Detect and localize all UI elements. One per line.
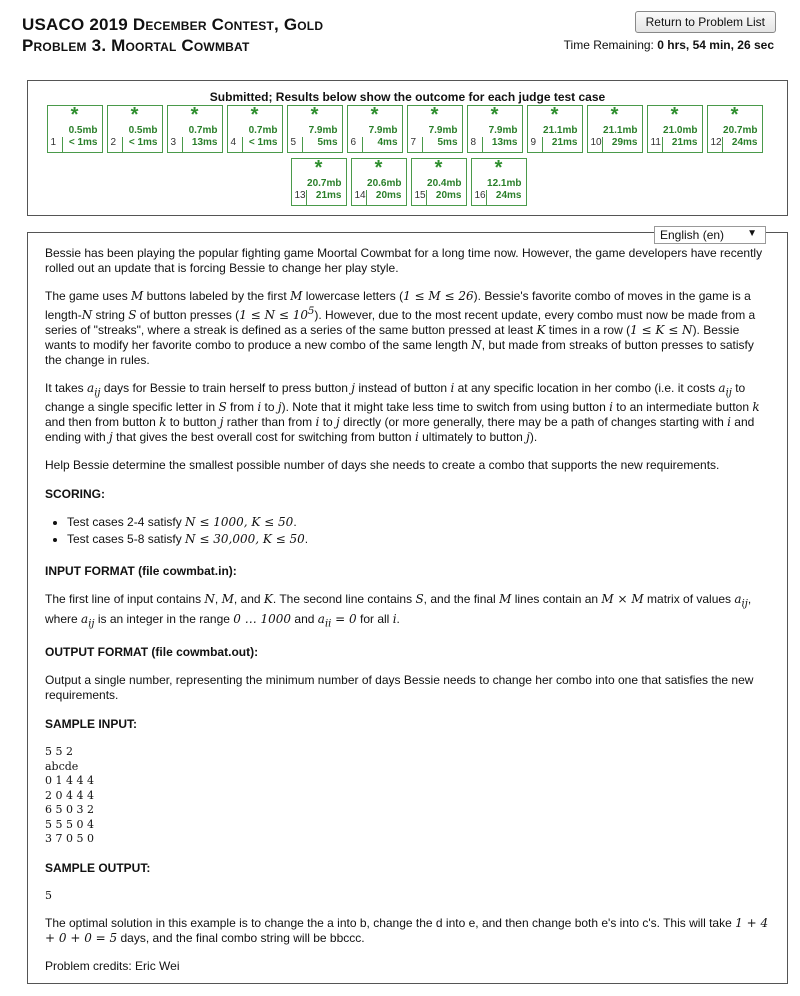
test-case-time: 24ms: [495, 190, 522, 201]
test-case-memory: 7.9mb: [308, 125, 338, 136]
test-case-divider: [602, 137, 603, 152]
test-case-time: 13ms: [491, 137, 518, 148]
test-case-divider: [422, 137, 423, 152]
test-case-divider: [242, 137, 243, 152]
language-select[interactable]: [654, 226, 766, 244]
dropdown-arrow-icon: ▼: [747, 228, 757, 239]
test-case-memory: 21.1mb: [603, 125, 638, 136]
language-selected-value: English (en): [660, 228, 725, 242]
test-case-number: 6: [350, 137, 357, 148]
test-case-number: 7: [410, 137, 417, 148]
sample-input-heading: SAMPLE INPUT:: [45, 717, 138, 732]
pass-star-icon: *: [550, 104, 559, 126]
test-case-memory: 0.7mb: [248, 125, 278, 136]
test-case-memory: 7.9mb: [368, 125, 398, 136]
test-case-row: [29, 158, 788, 206]
test-case-number: 9: [530, 137, 537, 148]
test-case-number: 8: [470, 137, 477, 148]
test-case-divider: [426, 190, 427, 205]
sample-input-block: 5 5 2 abcde 0 1 4 4 4 2 0 4 4 4 6 5 0 3 2 5 5 5 0 4 3 7 0 5 0: [45, 745, 94, 846]
problem-title: Problem 3. Moortal Cowmbat: [22, 36, 250, 55]
test-case-divider: [486, 190, 487, 205]
test-case-number: 3: [170, 137, 177, 148]
test-case-memory: 0.5mb: [128, 125, 158, 136]
test-case-memory: 20.7mb: [723, 125, 758, 136]
test-case-time: 20ms: [375, 190, 402, 201]
test-case-number: 1: [50, 137, 57, 148]
test-case-divider: [122, 137, 123, 152]
time-remaining: [564, 38, 774, 52]
pass-star-icon: *: [250, 104, 259, 126]
test-case-number: 4: [230, 137, 237, 148]
test-case-memory: 21.0mb: [663, 125, 698, 136]
scoring-item: • Test cases 2-4 satisfy N ≤ 1000, K ≤ 50.: [67, 515, 771, 530]
pass-star-icon: *: [370, 104, 379, 126]
test-case-memory: 7.9mb: [488, 125, 518, 136]
test-case-divider: [182, 137, 183, 152]
test-case-time: 29ms: [611, 137, 638, 148]
pass-star-icon: *: [610, 104, 619, 126]
test-case-result[interactable]: [167, 105, 223, 153]
problem-statement-panel: [27, 228, 788, 984]
test-case-number: 5: [290, 137, 297, 148]
contest-title: USACO 2019 December Contest, Gold: [22, 15, 324, 34]
test-case-memory: 20.7mb: [307, 178, 342, 189]
test-case-memory: 7.9mb: [428, 125, 458, 136]
sample-output-heading: SAMPLE OUTPUT:: [45, 860, 151, 875]
test-case-row: [25, 105, 784, 153]
test-case-number: 14: [354, 190, 366, 201]
pass-star-icon: *: [314, 157, 323, 179]
test-case-result[interactable]: [227, 105, 283, 153]
test-case-memory: 0.5mb: [68, 125, 98, 136]
test-case-result[interactable]: [587, 105, 643, 153]
test-case-result[interactable]: [467, 105, 523, 153]
pass-star-icon: *: [374, 157, 383, 179]
results-heading: Submitted; Results below show the outcome for each judge test case: [209, 90, 606, 104]
test-case-result[interactable]: [407, 105, 463, 153]
test-case-number: 13: [294, 190, 306, 201]
test-case-number: 11: [650, 137, 661, 148]
pass-star-icon: *: [670, 104, 679, 126]
test-case-result[interactable]: [47, 105, 103, 153]
scoring-list: [45, 515, 771, 547]
time-remaining-value: 0 hrs, 54 min, 26 sec: [657, 38, 774, 52]
test-case-divider: [482, 137, 483, 152]
test-case-number: 10: [590, 137, 602, 148]
pass-star-icon: *: [430, 104, 439, 126]
test-case-result[interactable]: [707, 105, 763, 153]
test-case-memory: 20.6mb: [367, 178, 402, 189]
test-case-result[interactable]: [411, 158, 467, 206]
test-case-time: 4ms: [377, 137, 398, 148]
pass-star-icon: *: [434, 157, 443, 179]
return-to-problem-list-button[interactable]: Return to Problem List: [635, 11, 776, 33]
test-case-time: 21ms: [551, 137, 578, 148]
output-format-heading: OUTPUT FORMAT (file cowmbat.out):: [45, 645, 259, 660]
test-case-number: 15: [414, 190, 426, 201]
page-title: [22, 14, 323, 56]
test-case-time: 5ms: [437, 137, 458, 148]
test-case-divider: [302, 137, 303, 152]
pass-star-icon: *: [494, 157, 503, 179]
test-case-time: 21ms: [315, 190, 342, 201]
test-case-number: 12: [710, 137, 722, 148]
test-case-divider: [366, 190, 367, 205]
test-case-result[interactable]: [107, 105, 163, 153]
test-case-time: 5ms: [317, 137, 338, 148]
pass-star-icon: *: [730, 104, 739, 126]
test-case-number: 2: [110, 137, 117, 148]
pass-star-icon: *: [490, 104, 499, 126]
test-case-memory: 12.1mb: [487, 178, 522, 189]
test-case-memory: 0.7mb: [188, 125, 218, 136]
test-case-time: 24ms: [731, 137, 758, 148]
test-case-time: 13ms: [191, 137, 218, 148]
test-case-number: 16: [474, 190, 486, 201]
time-remaining-label: Time Remaining:: [563, 38, 654, 52]
test-case-divider: [362, 137, 363, 152]
scoring-item: • Test cases 5-8 satisfy N ≤ 30,000, K ≤ 50.: [67, 532, 771, 547]
test-case-result[interactable]: [527, 105, 583, 153]
test-case-time: 21ms: [671, 137, 698, 148]
problem-body: [45, 246, 771, 987]
test-case-divider: [306, 190, 307, 205]
pass-star-icon: *: [130, 104, 139, 126]
problem-paragraph: It takes $a_{ij}$ days for Bessie to train herself to press button j instead of button i at any specific location in her combo (i.e. it costs $a_{ij}$ to change a single specific letter in S from i to j). Note that it might take less time to switch from using button i to an intermediate button k and then from button k to button j rather than from i to j directly (or more generally, there may be a path of changes starting with i and ending with j that gives the best overall cost for switching from button i ultimately to button j).: [45, 381, 760, 445]
test-case-result[interactable]: [347, 105, 403, 153]
problem-paragraph: Bessie has been playing the popular fighting game Moortal Cowmbat for a long time now. However, the game developers have recently rolled out an update that is forcing Bessie to change her play style.: [45, 246, 763, 275]
scoring-heading: SCORING:: [45, 487, 105, 502]
test-case-time: < 1ms: [68, 137, 98, 148]
problem-credits: Problem credits: Eric Wei: [45, 959, 180, 974]
test-case-time: < 1ms: [128, 137, 158, 148]
sample-output-block: 5: [45, 888, 52, 902]
test-case-memory: 20.4mb: [427, 178, 462, 189]
test-case-divider: [542, 137, 543, 152]
page-header: [0, 0, 800, 72]
test-case-divider: [722, 137, 723, 152]
sample-explanation: The optimal solution in this example is to change the a into b, change the d into e, and then change both e's into c's. This will take 1 + 4 + 0 + 0 = 5 days, and the final combo string will be bbccc.: [45, 916, 769, 946]
output-format-text: Output a single number, representing the minimum number of days Bessie needs to change her combo into one that satisfies the new requirements.: [45, 673, 754, 703]
test-case-time: < 1ms: [248, 137, 278, 148]
input-format-heading: INPUT FORMAT (file cowmbat.in):: [45, 564, 237, 579]
problem-paragraph: The game uses M buttons labeled by the first M lowercase letters (1 ≤ M ≤ 26). Bessie's favorite combo of moves in the game is a length-N string S of button presses $(1 \le N \le 10^5)$. However, due to the most recent update, every combo must now be made from a series of "streaks", where a streak is defined as a series of the same button pressed at least K times in a row (1 ≤ K ≤ N). Bessie wants to modify her favorite combo to produce a new combo of the same length N, but made from streaks of button presses to satisfy the change in rules.: [45, 289, 756, 367]
problem-paragraph: Help Bessie determine the smallest possible number of days she needs to create a combo that supports the new requirements.: [45, 458, 720, 473]
test-case-result[interactable]: [291, 158, 347, 206]
test-case-result[interactable]: [471, 158, 527, 206]
test-case-time: 20ms: [435, 190, 462, 201]
test-case-result[interactable]: [351, 158, 407, 206]
test-case-divider: [62, 137, 63, 152]
pass-star-icon: *: [310, 104, 319, 126]
test-case-divider: [662, 137, 663, 152]
test-case-result[interactable]: [647, 105, 703, 153]
submission-results-panel: [27, 80, 788, 216]
pass-star-icon: *: [70, 104, 79, 126]
test-case-result[interactable]: [287, 105, 343, 153]
test-case-memory: 21.1mb: [543, 125, 578, 136]
pass-star-icon: *: [190, 104, 199, 126]
input-format-text: The first line of input contains N, M, and K. The second line contains S, and the final M lines contain an M × M matrix of values $a_{ij}$, where $a_{ij}$ is an integer in the range 0 … 1000 and $a_{ii} = 0$ for all i.: [45, 592, 752, 630]
